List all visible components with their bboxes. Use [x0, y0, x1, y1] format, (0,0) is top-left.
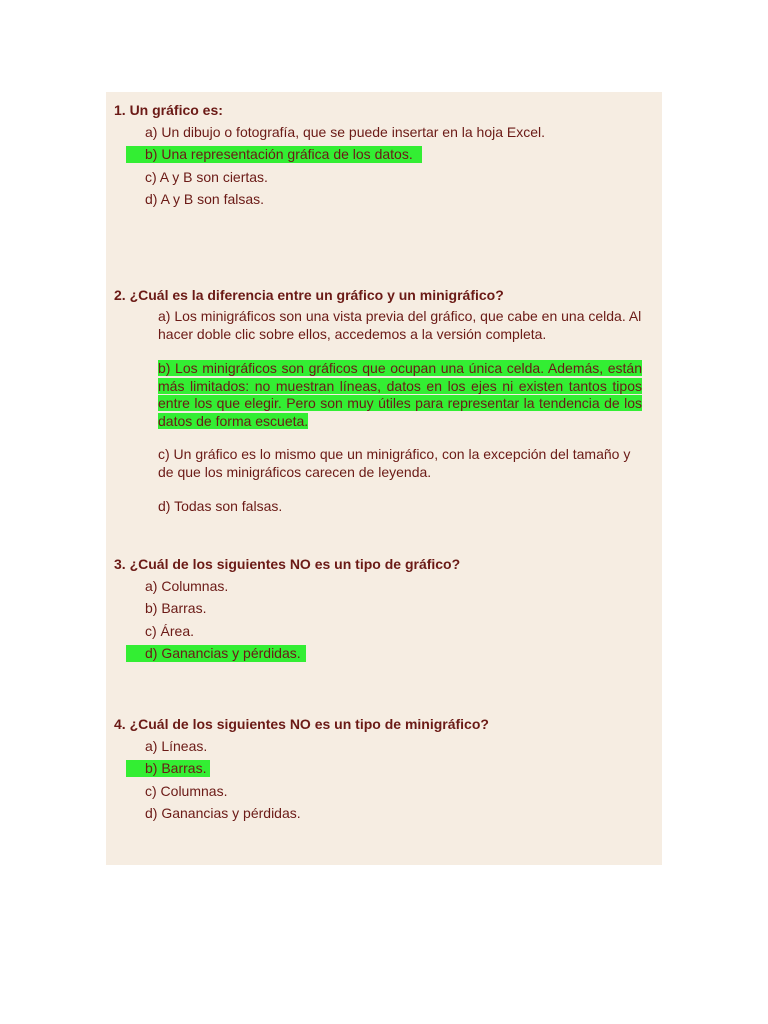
question-2-title: 2. ¿Cuál es la diferencia entre un gráfico y un minigráfico?: [114, 287, 504, 303]
question-3-option-a: a) Columnas.: [145, 578, 229, 594]
question-2-option-d: d) Todas son falsas.: [158, 498, 283, 514]
question-1-option-b: b) Una representación gráfica de los datos.: [145, 146, 413, 162]
question-1-title: 1. Un gráfico es:: [114, 102, 223, 118]
question-3-option-d: d) Ganancias y pérdidas.: [145, 645, 301, 661]
question-1-option-d: d) A y B son falsas.: [145, 191, 265, 207]
question-2-option-b: [158, 360, 642, 430]
question-4-option-b: b) Barras.: [145, 760, 207, 776]
question-2-option-a: a) Los minigráficos son una vista previa del gráfico, que cabe en una celda. Al hacer doble clic sobre ellos, accedemos a la versión completa.: [158, 308, 642, 342]
question-1-option-c: c) A y B son ciertas.: [145, 169, 268, 185]
question-4-option-a: a) Líneas.: [145, 738, 208, 754]
question-4-option-d: d) Ganancias y pérdidas.: [145, 805, 301, 821]
question-3-option-b: b) Barras.: [145, 600, 207, 616]
answer-highlight-text: b) Los minigráficos son gráficos que ocupan una única celda. Además, están más limitados: no muestran líneas, datos en los ejes ni existen tantos tipos entre los que elegir. Pero son muy útiles para representar la tendencia de los datos de forma escueta.: [158, 360, 642, 429]
question-2-option-c: c) Un gráfico es lo mismo que un minigráfico, con la excepción del tamaño y de que los minigráficos carecen de leyenda.: [158, 446, 631, 480]
question-3-option-c: c) Área.: [145, 623, 195, 639]
question-4-title: 4. ¿Cuál de los siguientes NO es un tipo de minigráfico?: [114, 716, 489, 732]
question-4-option-c: c) Columnas.: [145, 783, 228, 799]
question-3-title: 3. ¿Cuál de los siguientes NO es un tipo de gráfico?: [114, 556, 461, 572]
question-1-option-a: a) Un dibujo o fotografía, que se puede insertar en la hoja Excel.: [145, 124, 546, 140]
